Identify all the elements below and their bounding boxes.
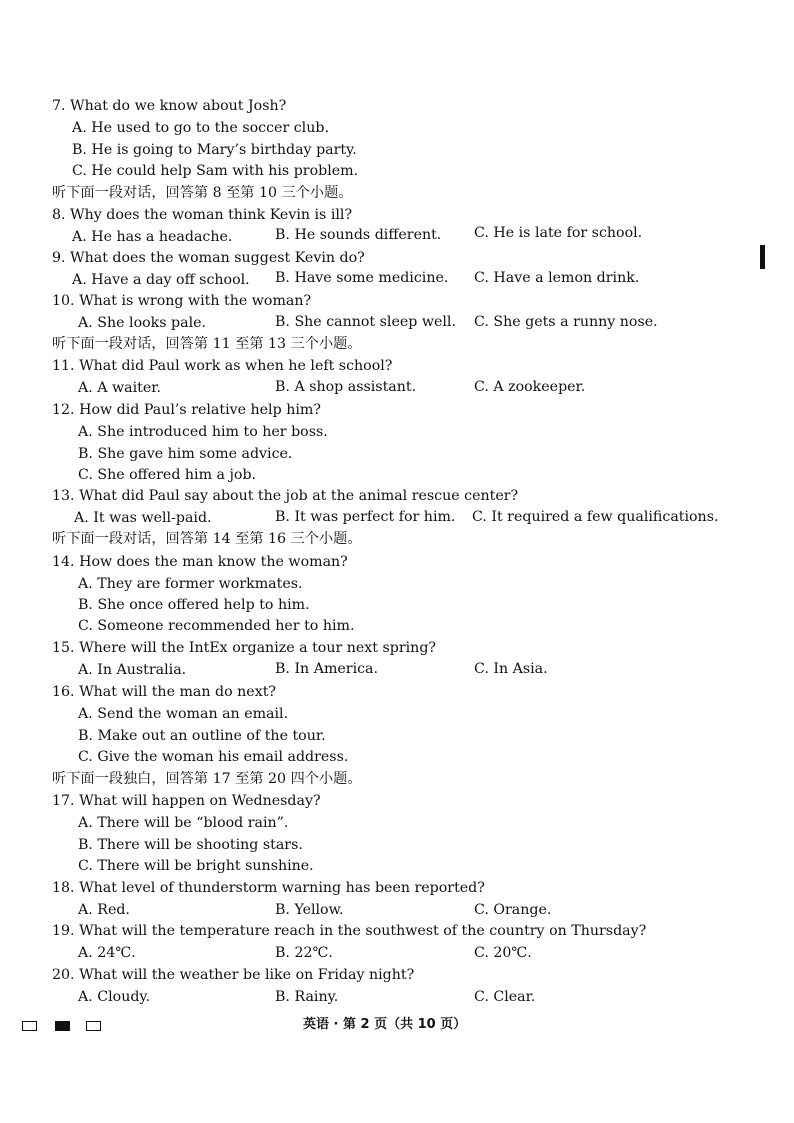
question-7-stem: 7. What do we know about Josh? [52, 98, 287, 114]
question-15-option-c: C. In Asia. [474, 661, 548, 677]
question-9-option-a: A. Have a day off school. [72, 272, 250, 288]
question-12-option-a: A. She introduced him to her boss. [78, 424, 328, 440]
question-20-stem: 20. What will the weather be like on Friday night? [52, 967, 415, 983]
question-13-option-c: C. It required a few qualifications. [472, 509, 719, 525]
section-instruction-17-20: 听下面一段独白，回答第 17 至第 20 四个小题。 [52, 771, 362, 787]
question-7-option-a: A. He used to go to the soccer club. [72, 120, 329, 136]
question-13-option-b: B. It was perfect for him. [275, 509, 456, 525]
question-8-option-a: A. He has a headache. [72, 229, 233, 245]
question-14-option-a: A. They are former workmates. [78, 576, 303, 592]
page-number-footer: 英语 · 第 2 页（共 10 页） [303, 1017, 467, 1032]
question-11-option-b: B. A shop assistant. [275, 379, 417, 395]
question-14-stem: 14. How does the man know the woman? [52, 554, 348, 570]
question-18-option-c: C. Orange. [474, 902, 552, 918]
question-15-option-b: B. In America. [275, 661, 379, 677]
question-9-option-c: C. Have a lemon drink. [474, 270, 640, 286]
question-19-stem: 19. What will the temperature reach in the southwest of the country on Thursday? [52, 923, 647, 939]
section-instruction-14-16: 听下面一段对话，回答第 14 至第 16 三个小题。 [52, 531, 362, 547]
question-19-option-a: A. 24℃. [78, 945, 136, 961]
question-17-stem: 17. What will happen on Wednesday? [52, 793, 321, 809]
question-10-stem: 10. What is wrong with the woman? [52, 293, 312, 309]
question-17-option-b: B. There will be shooting stars. [78, 837, 303, 853]
question-8-option-c: C. He is late for school. [474, 225, 643, 241]
question-11-stem: 11. What did Paul work as when he left school? [52, 358, 393, 374]
question-8-stem: 8. Why does the woman think Kevin is ill? [52, 207, 353, 223]
question-17-option-a: A. There will be “blood rain”. [78, 815, 289, 831]
question-16-option-a: A. Send the woman an email. [78, 706, 289, 722]
question-16-option-b: B. Make out an outline of the tour. [78, 728, 326, 744]
section-instruction-8-10: 听下面一段对话，回答第 8 至第 10 三个小题。 [52, 185, 353, 201]
question-11-option-c: C. A zookeeper. [474, 379, 586, 395]
question-16-stem: 16. What will the man do next? [52, 684, 277, 700]
question-18-option-b: B. Yellow. [275, 902, 344, 918]
margin-mark [760, 245, 765, 269]
question-8-option-b: B. He sounds different. [275, 227, 442, 243]
question-19-option-b: B. 22℃. [275, 945, 333, 961]
footer-marker-filled [55, 1021, 70, 1031]
footer-marker-empty-right [86, 1021, 101, 1031]
question-10-option-b: B. She cannot sleep well. [275, 314, 456, 330]
question-12-option-c: C. She offered him a job. [78, 467, 257, 483]
question-11-option-a: A. A waiter. [78, 380, 161, 396]
question-20-option-a: A. Cloudy. [78, 989, 151, 1005]
question-19-option-c: C. 20℃. [474, 945, 532, 961]
question-9-option-b: B. Have some medicine. [275, 270, 449, 286]
question-10-option-c: C. She gets a runny nose. [474, 314, 658, 330]
question-16-option-c: C. Give the woman his email address. [78, 749, 349, 765]
question-18-option-a: A. Red. [78, 902, 130, 918]
question-10-option-a: A. She looks pale. [78, 315, 207, 331]
question-14-option-c: C. Someone recommended her to him. [78, 618, 355, 634]
question-12-option-b: B. She gave him some advice. [78, 446, 293, 462]
question-15-stem: 15. Where will the IntEx organize a tour next spring? [52, 640, 437, 656]
question-18-stem: 18. What level of thunderstorm warning has been reported? [52, 880, 485, 896]
question-7-option-c: C. He could help Sam with his problem. [72, 163, 359, 179]
question-13-stem: 13. What did Paul say about the job at the animal rescue center? [52, 488, 519, 504]
question-13-option-a: A. It was well-paid. [74, 510, 212, 526]
question-14-option-b: B. She once offered help to him. [78, 597, 310, 613]
section-instruction-11-13: 听下面一段对话，回答第 11 至第 13 三个小题。 [52, 336, 362, 352]
footer-marker-empty-left [22, 1021, 37, 1031]
question-15-option-a: A. In Australia. [78, 662, 187, 678]
question-7-option-b: B. He is going to Mary’s birthday party. [72, 142, 357, 158]
question-9-stem: 9. What does the woman suggest Kevin do? [52, 250, 365, 266]
question-20-option-c: C. Clear. [474, 989, 536, 1005]
question-17-option-c: C. There will be bright sunshine. [78, 858, 314, 874]
question-20-option-b: B. Rainy. [275, 989, 339, 1005]
question-12-stem: 12. How did Paul’s relative help him? [52, 402, 321, 418]
